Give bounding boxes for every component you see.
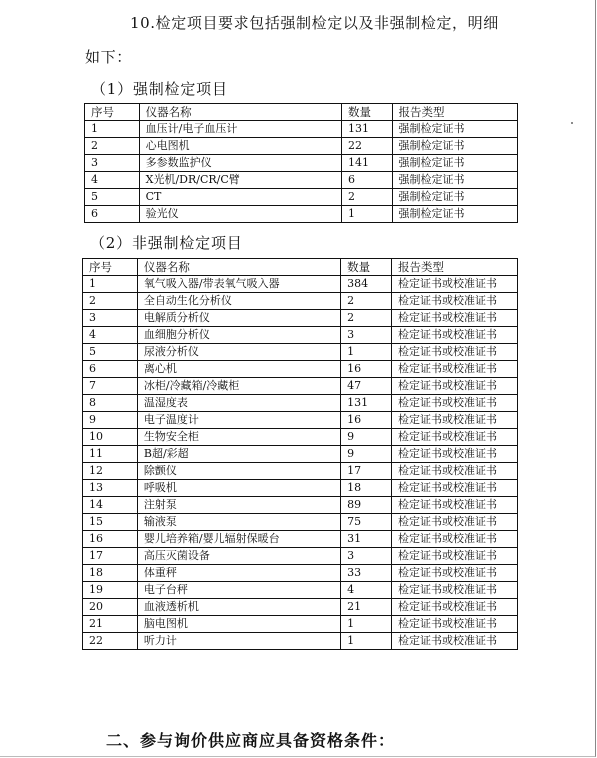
- cell-report-type: 强制检定证书: [392, 189, 517, 206]
- cell-index: 1: [83, 276, 138, 293]
- cell-instrument-name: 多参数监护仪: [139, 155, 341, 172]
- cell-instrument-name: 输液泵: [137, 514, 340, 531]
- cell-quantity: 18: [341, 480, 392, 497]
- header-cell-index: 序号: [85, 104, 140, 121]
- cell-report-type: 检定证书或校准证书: [391, 514, 517, 531]
- table-row: [83, 429, 518, 446]
- cell-instrument-name: 温湿度表: [137, 395, 340, 412]
- cell-index: 15: [83, 514, 138, 531]
- mandatory-inspection-table: [84, 103, 518, 223]
- table-row: [83, 276, 518, 293]
- non-mandatory-section-heading: （2）非强制检定项目: [90, 234, 243, 252]
- cell-quantity: 6: [341, 172, 392, 189]
- cell-instrument-name: 电解质分析仪: [137, 310, 340, 327]
- cell-instrument-name: 验光仪: [139, 206, 341, 223]
- intro-paragraph-line-1: 10.检定项目要求包括强制检定以及非强制检定，明细: [130, 14, 499, 32]
- cell-instrument-name: 心电图机: [139, 138, 341, 155]
- cell-instrument-name: 呼吸机: [137, 480, 340, 497]
- non-mandatory-inspection-table: [82, 258, 518, 650]
- cell-quantity: 33: [341, 565, 392, 582]
- cell-index: 20: [83, 599, 138, 616]
- cell-report-type: 检定证书或校准证书: [391, 395, 517, 412]
- table-row: [83, 327, 518, 344]
- table-row: [83, 599, 518, 616]
- intro-paragraph-line-2: 如下：: [85, 48, 132, 66]
- cell-report-type: 检定证书或校准证书: [391, 446, 517, 463]
- cell-quantity: 21: [341, 599, 392, 616]
- cell-instrument-name: X光机/DR/CR/C臂: [139, 172, 341, 189]
- cell-index: 19: [83, 582, 138, 599]
- cell-quantity: 89: [341, 497, 392, 514]
- cell-quantity: 2: [341, 293, 392, 310]
- table-row: [83, 378, 518, 395]
- cell-instrument-name: 脑电图机: [137, 616, 340, 633]
- cell-instrument-name: 电子台秤: [137, 582, 340, 599]
- cell-report-type: 强制检定证书: [392, 155, 517, 172]
- cell-quantity: 16: [341, 361, 392, 378]
- cell-index: 9: [83, 412, 138, 429]
- header-cell-quantity: 数量: [341, 259, 392, 276]
- cell-index: 22: [83, 633, 138, 650]
- table-row: [83, 361, 518, 378]
- cell-quantity: 2: [341, 310, 392, 327]
- cell-index: 18: [83, 565, 138, 582]
- cell-index: 11: [83, 446, 138, 463]
- cell-instrument-name: B超/彩超: [137, 446, 340, 463]
- cell-report-type: 检定证书或校准证书: [391, 378, 517, 395]
- mandatory-section-heading: （1）强制检定项目: [91, 80, 228, 98]
- cell-index: 21: [83, 616, 138, 633]
- cell-quantity: 1: [341, 633, 392, 650]
- table-row: [83, 514, 518, 531]
- cell-quantity: 9: [341, 429, 392, 446]
- table-header-row: [83, 259, 518, 276]
- cell-report-type: 检定证书或校准证书: [391, 531, 517, 548]
- cell-report-type: 强制检定证书: [392, 121, 517, 138]
- table-row: [83, 344, 518, 361]
- table-row: [83, 412, 518, 429]
- cell-instrument-name: 血细胞分析仪: [137, 327, 340, 344]
- header-cell-quantity: 数量: [341, 104, 392, 121]
- cell-quantity: 4: [341, 582, 392, 599]
- header-cell-report-type: 报告类型: [391, 259, 517, 276]
- cell-instrument-name: 冰柜/冷藏箱/冷藏柜: [137, 378, 340, 395]
- header-cell-index: 序号: [83, 259, 138, 276]
- table-row: [85, 189, 518, 206]
- table-row: [83, 395, 518, 412]
- cell-index: 16: [83, 531, 138, 548]
- table-row: [83, 548, 518, 565]
- cell-instrument-name: 电子温度计: [137, 412, 340, 429]
- cell-report-type: 检定证书或校准证书: [391, 616, 517, 633]
- cell-quantity: 131: [341, 121, 392, 138]
- cell-quantity: 16: [341, 412, 392, 429]
- cell-report-type: 强制检定证书: [392, 206, 517, 223]
- table-row: [83, 463, 518, 480]
- cell-index: 5: [83, 344, 138, 361]
- cell-report-type: 检定证书或校准证书: [391, 412, 517, 429]
- cell-instrument-name: 除颤仪: [137, 463, 340, 480]
- table-header-row: [85, 104, 518, 121]
- table-row: [85, 172, 518, 189]
- cell-report-type: 检定证书或校准证书: [391, 361, 517, 378]
- cell-report-type: 检定证书或校准证书: [391, 310, 517, 327]
- cell-report-type: 检定证书或校准证书: [391, 429, 517, 446]
- cell-quantity: 75: [341, 514, 392, 531]
- table-row: [83, 565, 518, 582]
- cell-quantity: 1: [341, 344, 392, 361]
- cell-report-type: 强制检定证书: [392, 172, 517, 189]
- cell-instrument-name: 离心机: [137, 361, 340, 378]
- cell-index: 14: [83, 497, 138, 514]
- table-row: [83, 497, 518, 514]
- cell-quantity: 141: [341, 155, 392, 172]
- cell-report-type: 检定证书或校准证书: [391, 599, 517, 616]
- cell-report-type: 检定证书或校准证书: [391, 293, 517, 310]
- cell-index: 2: [83, 293, 138, 310]
- cell-quantity: 17: [341, 463, 392, 480]
- cell-instrument-name: 婴儿培养箱/婴儿辐射保暖台: [137, 531, 340, 548]
- table-row: [83, 310, 518, 327]
- scan-speck: [571, 122, 573, 124]
- cell-report-type: 检定证书或校准证书: [391, 480, 517, 497]
- cell-report-type: 检定证书或校准证书: [391, 633, 517, 650]
- cell-index: 8: [83, 395, 138, 412]
- section-two-heading: 二、参与询价供应商应具备资格条件：: [106, 731, 396, 750]
- table-row: [85, 138, 518, 155]
- mandatory-table-body: [85, 104, 518, 223]
- cell-index: 13: [83, 480, 138, 497]
- cell-instrument-name: CT: [139, 189, 341, 206]
- table-row: [83, 531, 518, 548]
- cell-instrument-name: 全自动生化分析仪: [137, 293, 340, 310]
- cell-instrument-name: 尿液分析仪: [137, 344, 340, 361]
- cell-report-type: 检定证书或校准证书: [391, 463, 517, 480]
- cell-report-type: 检定证书或校准证书: [391, 582, 517, 599]
- cell-instrument-name: 高压灭菌设备: [137, 548, 340, 565]
- header-cell-report-type: 报告类型: [392, 104, 517, 121]
- cell-report-type: 强制检定证书: [392, 138, 517, 155]
- cell-report-type: 检定证书或校准证书: [391, 327, 517, 344]
- cell-instrument-name: 氧气吸入器/带表氧气吸入器: [137, 276, 340, 293]
- cell-index: 12: [83, 463, 138, 480]
- cell-quantity: 1: [341, 206, 392, 223]
- cell-report-type: 检定证书或校准证书: [391, 497, 517, 514]
- cell-instrument-name: 听力计: [137, 633, 340, 650]
- non-mandatory-table-body: [83, 259, 518, 650]
- cell-index: 7: [83, 378, 138, 395]
- table-row: [85, 206, 518, 223]
- cell-quantity: 1: [341, 616, 392, 633]
- cell-index: 3: [85, 155, 140, 172]
- cell-index: 6: [83, 361, 138, 378]
- cell-instrument-name: 血压计/电子血压计: [139, 121, 341, 138]
- cell-quantity: 2: [341, 189, 392, 206]
- cell-quantity: 31: [341, 531, 392, 548]
- table-row: [85, 155, 518, 172]
- cell-instrument-name: 血液透析机: [137, 599, 340, 616]
- table-row: [83, 582, 518, 599]
- table-row: [83, 633, 518, 650]
- cell-index: 17: [83, 548, 138, 565]
- table-row: [83, 616, 518, 633]
- header-cell-instrument-name: 仪器名称: [139, 104, 341, 121]
- cell-instrument-name: 注射泵: [137, 497, 340, 514]
- cell-index: 6: [85, 206, 140, 223]
- cell-instrument-name: 生物安全柜: [137, 429, 340, 446]
- cell-quantity: 47: [341, 378, 392, 395]
- cell-quantity: 22: [341, 138, 392, 155]
- cell-quantity: 131: [341, 395, 392, 412]
- cell-index: 2: [85, 138, 140, 155]
- table-row: [83, 293, 518, 310]
- cell-quantity: 3: [341, 327, 392, 344]
- header-cell-instrument-name: 仪器名称: [137, 259, 340, 276]
- table-row: [83, 480, 518, 497]
- cell-quantity: 384: [341, 276, 392, 293]
- cell-index: 4: [83, 327, 138, 344]
- cell-instrument-name: 体重秤: [137, 565, 340, 582]
- table-row: [83, 446, 518, 463]
- cell-report-type: 检定证书或校准证书: [391, 276, 517, 293]
- cell-index: 4: [85, 172, 140, 189]
- cell-quantity: 3: [341, 548, 392, 565]
- cell-report-type: 检定证书或校准证书: [391, 548, 517, 565]
- cell-index: 3: [83, 310, 138, 327]
- cell-quantity: 9: [341, 446, 392, 463]
- table-row: [85, 121, 518, 138]
- cell-index: 10: [83, 429, 138, 446]
- cell-report-type: 检定证书或校准证书: [391, 344, 517, 361]
- cell-index: 1: [85, 121, 140, 138]
- cell-index: 5: [85, 189, 140, 206]
- cell-report-type: 检定证书或校准证书: [391, 565, 517, 582]
